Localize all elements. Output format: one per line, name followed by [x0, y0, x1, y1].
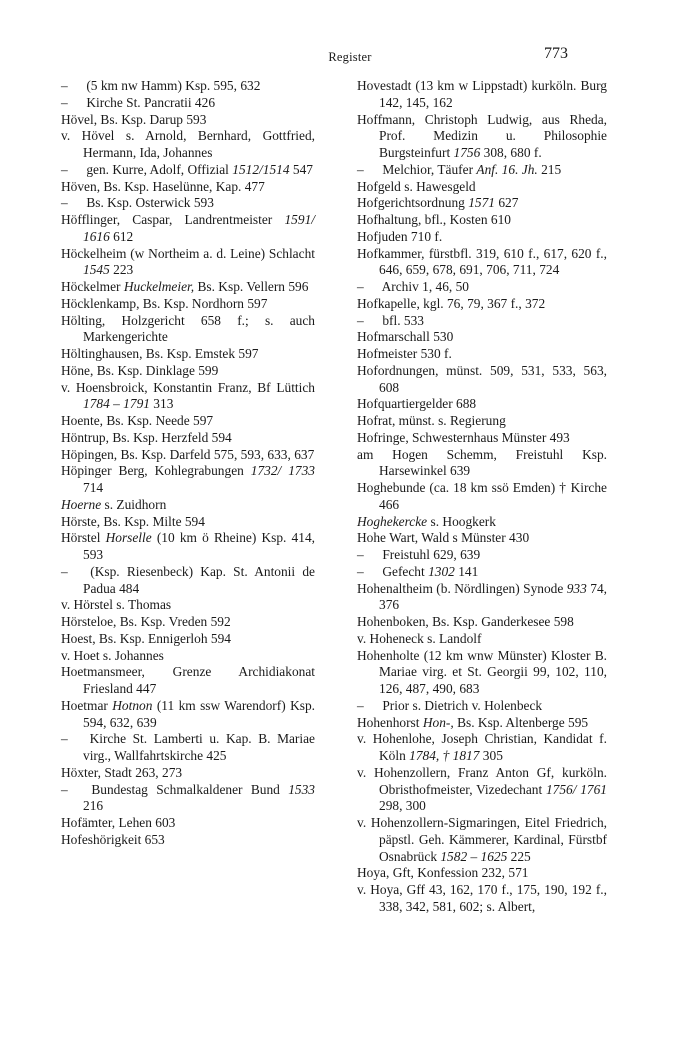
- entry-text: Hörsteloe, Bs. Ksp. Vreden 592: [61, 614, 231, 629]
- entry-text: Höltinghausen, Bs. Ksp. Emstek 597: [61, 346, 259, 361]
- index-entry: [61, 195, 315, 212]
- index-entry: [357, 865, 607, 882]
- entry-text: v. Hohenzollern-Sigmaringen, Eitel Friedrich, päpstl. Geh. Kämmerer, Kardinal, Fürstbf Osnabrück: [357, 815, 607, 864]
- entry-text: Hofrat, münst. s. Regierung: [357, 413, 506, 428]
- index-entry: [357, 614, 607, 631]
- italic-term: 1512/1514: [232, 161, 290, 177]
- entry-text: Hovestadt (13 km w Lippstadt) kurköln. Burg 142, 145, 162: [357, 78, 607, 110]
- index-entry: [357, 480, 607, 514]
- entry-text: 223: [109, 262, 134, 278]
- index-entry: [61, 279, 315, 296]
- entry-text: Hofmeister 530 f.: [357, 346, 452, 361]
- index-entry: [61, 447, 315, 464]
- entry-text: Hofquartiergelder 688: [357, 396, 477, 412]
- entry-text: 313: [149, 396, 174, 412]
- entry-text: 74, 376: [379, 580, 608, 613]
- index-entry: [357, 78, 607, 112]
- italic-term: 1732/ 1733: [250, 463, 315, 479]
- italic-term: 1582 – 1625: [440, 848, 508, 864]
- continuation-dash: –: [357, 563, 364, 579]
- index-entry: [61, 648, 315, 665]
- entry-text: Hörstel: [61, 530, 106, 546]
- entry-text: Hofordnungen, münst. 509, 531, 533, 563, 608: [357, 362, 607, 395]
- index-entry: [357, 313, 607, 330]
- index-entry: [357, 648, 607, 698]
- entry-text: Höven, Bs. Ksp. Haselünne, Kap. 477: [61, 178, 265, 194]
- entry-text: Hoente, Bs. Ksp. Neede 597: [61, 413, 214, 428]
- entry-text: s. Zuidhorn: [101, 496, 167, 512]
- index-entry: [357, 396, 607, 413]
- entry-text: Höxter, Stadt 263, 273: [61, 764, 183, 780]
- entry-text: v. Hörstel s. Thomas: [61, 597, 172, 613]
- entry-text: Archiv 1, 46, 50: [379, 279, 470, 294]
- entry-text: Hofkapelle, kgl. 76, 79, 367 f., 372: [357, 295, 546, 311]
- continuation-dash: –: [61, 563, 68, 579]
- index-entry: [357, 296, 607, 313]
- continuation-dash: –: [61, 78, 68, 93]
- entry-text: Bs. Ksp. Altenberge 595: [453, 714, 589, 730]
- index-entry: [357, 698, 607, 715]
- index-entry: [61, 95, 315, 112]
- entry-text: Hofringe, Schwesternhaus Münster 493: [357, 429, 570, 445]
- index-entry: [357, 547, 607, 564]
- entry-text: (11 km ssw Warendorf) Ksp. 594, 632, 639: [83, 697, 315, 730]
- entry-text: v. Hohenlohe, Joseph Christian, Kandidat f. Köln: [357, 731, 607, 763]
- entry-text: 627: [494, 195, 519, 211]
- italic-term: Huckelmeier,: [123, 279, 195, 294]
- running-head-title: Register: [328, 50, 372, 64]
- italic-term: Hoghekercke: [357, 513, 428, 529]
- entry-text: Höntrup, Bs. Ksp. Herzfeld 594: [61, 429, 232, 445]
- italic-term: 1545: [83, 262, 110, 278]
- entry-text: Bundestag Schmalkaldener Bund: [83, 781, 289, 797]
- entry-text: Hofkammer, fürstbfl. 319, 610 f., 617, 620 f., 646, 659, 678, 691, 706, 711, 724: [357, 245, 607, 278]
- italic-term: Horselle: [105, 530, 152, 546]
- index-entry: [61, 162, 315, 179]
- entry-text: Bs. Ksp. Vellern 596: [194, 279, 309, 294]
- index-entry: [357, 514, 607, 531]
- entry-text: Freistuhl 629, 639: [379, 547, 481, 562]
- index-entry: [357, 279, 607, 296]
- index-entry: [61, 463, 315, 497]
- entry-text: Hofgerichtsordnung: [357, 195, 469, 211]
- entry-text: Kirche St. Lamberti u. Kap. B. Mariae virg., Wallfahrtskirche 425: [83, 731, 315, 763]
- index-entry: [61, 128, 315, 162]
- entry-text: Höne, Bs. Ksp. Dinklage 599: [61, 362, 219, 378]
- index-entry: [61, 497, 315, 514]
- index-entry: [357, 229, 607, 246]
- index-entry: [61, 430, 315, 447]
- entry-text: gen. Kurre, Adolf, Offizial: [83, 161, 233, 177]
- italic-term: 1302: [428, 563, 455, 579]
- italic-term: 1756/ 1761: [545, 781, 607, 797]
- italic-term: 1571: [468, 195, 495, 211]
- index-entry: [61, 346, 315, 363]
- index-entry: [357, 430, 607, 447]
- entry-text: Hofjuden 710 f.: [357, 228, 443, 244]
- continuation-dash: –: [61, 781, 68, 797]
- index-entry: [61, 782, 315, 816]
- entry-text: Hövel, Bs. Ksp. Darup 593: [61, 111, 207, 127]
- index-entry: [357, 447, 607, 481]
- index-entry: [357, 195, 607, 212]
- index-entry: [357, 329, 607, 346]
- continuation-dash: –: [61, 731, 68, 747]
- entry-text: Höckelheim (w Northeim a. d. Leine) Schlacht: [61, 245, 315, 261]
- index-entry: [61, 698, 315, 732]
- index-entry: [61, 313, 315, 347]
- entry-text: Höpingen, Bs. Ksp. Darfeld 575, 593, 633, 637: [61, 446, 315, 462]
- entry-text: Prior s. Dietrich v. Holenbeck: [379, 697, 543, 713]
- continuation-dash: –: [61, 161, 68, 177]
- continuation-dash: –: [357, 547, 364, 562]
- index-entry: [357, 112, 607, 162]
- entry-text: Hohe Wart, Wald s Münster 430: [357, 530, 530, 546]
- entry-text: Höckelmer: [61, 279, 124, 294]
- index-entry: [357, 530, 607, 547]
- entry-text: 612: [109, 228, 134, 244]
- index-entry: [61, 530, 315, 564]
- entry-text: Hölting, Holzgericht 658 f.; s. auch Markengerichte: [61, 312, 315, 345]
- index-entry: [357, 815, 607, 865]
- italic-term: 1591/ 1616: [83, 212, 315, 244]
- continuation-dash: –: [357, 279, 364, 294]
- entry-text: v. Hövel s. Arnold, Bernhard, Gottfried, Hermann, Ida, Johannes: [61, 128, 315, 160]
- continuation-dash: –: [357, 697, 364, 713]
- index-entry: [61, 296, 315, 313]
- entry-text: 141: [454, 563, 479, 579]
- index-entry: [357, 564, 607, 581]
- entry-text: 225: [507, 848, 531, 864]
- italic-term: 1784 – 1791: [83, 396, 150, 412]
- entry-text: Hörste, Bs. Ksp. Milte 594: [61, 513, 205, 529]
- index-entry: [61, 212, 315, 246]
- index-entry: [61, 179, 315, 196]
- entry-text: v. Hoet s. Johannes: [61, 647, 164, 663]
- entry-text: (5 km nw Hamm) Ksp. 595, 632: [83, 78, 261, 93]
- entry-text: Hohenboken, Bs. Ksp. Ganderkesee 598: [357, 614, 574, 629]
- entry-text: Hofmarschall 530: [357, 329, 454, 345]
- entry-text: Höfflinger, Caspar, Landrentmeister: [61, 212, 285, 227]
- index-entry: [357, 346, 607, 363]
- italic-term: 1533: [288, 781, 315, 797]
- entry-text: 308, 680 f.: [480, 145, 542, 160]
- index-entry: [357, 162, 607, 179]
- index-entry: [61, 597, 315, 614]
- continuation-dash: –: [357, 161, 364, 177]
- entry-text: (Ksp. Riesenbeck) Kap. St. Antonii de Padua 484: [83, 563, 315, 596]
- entry-text: Kirche St. Pancratii 426: [83, 94, 216, 110]
- entry-text: Hoya, Gft, Konfession 232, 571: [357, 865, 529, 881]
- index-entry: [61, 514, 315, 531]
- index-entry: [357, 731, 607, 765]
- index-entry: [61, 112, 315, 129]
- entry-text: Hohenholte (12 km wnw Münster) Kloster B. Mariae virg. et St. Georgii 99, 102, 110, 126, 487, 490, 683: [357, 647, 607, 696]
- continuation-dash: –: [357, 312, 364, 328]
- entry-text: Bs. Ksp. Osterwick 593: [83, 195, 214, 211]
- index-entry: [61, 246, 315, 280]
- page-number: 773: [544, 45, 568, 62]
- index-entry: [61, 363, 315, 380]
- entry-text: Hohenaltheim (b. Nördlingen) Synode: [357, 580, 567, 596]
- entry-text: Hoffmann, Christoph Ludwig, aus Rheda, Prof. Medizin u. Philosophie Burgsteinfurt: [357, 111, 607, 160]
- index-entry: [61, 413, 315, 430]
- index-entry: [61, 631, 315, 648]
- index-entry: [61, 731, 315, 765]
- entry-text: Hoetmar: [61, 697, 113, 713]
- italic-term: Hon-,: [422, 714, 454, 730]
- entry-text: v. Hoheneck s. Landolf: [357, 630, 482, 646]
- index-entry: [357, 581, 607, 615]
- entry-text: v. Hoensbroick, Konstantin Franz, Bf Lüttich: [61, 379, 315, 395]
- index-entry: [357, 212, 607, 229]
- entry-text: v. Hohenzollern, Franz Anton Gf, kurköln. Obristhofmeister, Vizedechant: [357, 764, 607, 797]
- entry-text: Gefecht: [379, 563, 429, 579]
- index-entry: [61, 832, 315, 849]
- index-entry: [357, 413, 607, 430]
- italic-term: Anf. 16. Jh.: [476, 161, 538, 177]
- continuation-dash: –: [61, 94, 68, 110]
- entry-text: s. Hoogkerk: [427, 513, 496, 529]
- entry-text: Höpinger Berg, Kohlegrabungen: [61, 463, 251, 479]
- entry-text: Hofgeld s. Hawesgeld: [357, 178, 476, 194]
- index-entry: [357, 882, 607, 916]
- index-entry: [357, 631, 607, 648]
- index-entry: [61, 664, 315, 698]
- entry-text: 714: [83, 480, 104, 495]
- running-head: [0, 45, 700, 69]
- italic-term: 1756: [453, 145, 481, 160]
- entry-text: Hoest, Bs. Ksp. Ennigerloh 594: [61, 630, 231, 646]
- index-entry: [357, 246, 607, 280]
- continuation-dash: –: [61, 195, 68, 211]
- index-entry: [357, 715, 607, 732]
- entry-text: 547: [289, 161, 313, 177]
- index-entry: [357, 765, 607, 815]
- entry-text: v. Hoya, Gff 43, 162, 170 f., 175, 190, 192 f., 338, 342, 581, 602; s. Albert,: [357, 882, 607, 914]
- index-entry: [357, 363, 607, 397]
- index-entry: [61, 614, 315, 631]
- entry-text: Hoetmansmeer, Grenze Archidiakonat Friesland 447: [61, 664, 315, 696]
- entry-text: Hohenhorst: [357, 714, 423, 730]
- index-entry: [61, 380, 315, 414]
- entry-text: 298, 300: [379, 798, 426, 814]
- italic-term: Hoerne: [61, 496, 102, 512]
- entry-text: Hofämter, Lehen 603: [61, 815, 176, 830]
- index-column-left: [61, 78, 315, 849]
- entry-text: Hofhaltung, bfl., Kosten 610: [357, 212, 511, 227]
- index-entry: [61, 815, 315, 832]
- index-entry: [61, 765, 315, 782]
- entry-text: Höcklenkamp, Bs. Ksp. Nordhorn 597: [61, 295, 268, 311]
- index-entry: [61, 78, 315, 95]
- entry-text: Melchior, Täufer: [379, 161, 477, 177]
- entry-text: am Hogen Schemm, Freistuhl Ksp. Harsewinkel 639: [357, 446, 607, 479]
- entry-text: Hoghebunde (ca. 18 km ssö Emden) † Kirche 466: [357, 480, 607, 512]
- entry-text: 216: [83, 798, 104, 814]
- index-entry: [357, 179, 607, 196]
- index-column-right: [357, 78, 607, 916]
- italic-term: Hotnon: [112, 697, 153, 713]
- entry-text: (10 km ö Rheine) Ksp. 414, 593: [83, 530, 315, 562]
- entry-text: 305: [479, 748, 503, 763]
- italic-term: 933: [566, 580, 587, 596]
- entry-text: 215: [537, 161, 562, 177]
- entry-text: Hofeshörigkeit 653: [61, 831, 165, 847]
- italic-term: 1784, † 1817: [409, 748, 480, 763]
- entry-text: bfl. 533: [379, 312, 425, 328]
- index-entry: [61, 564, 315, 598]
